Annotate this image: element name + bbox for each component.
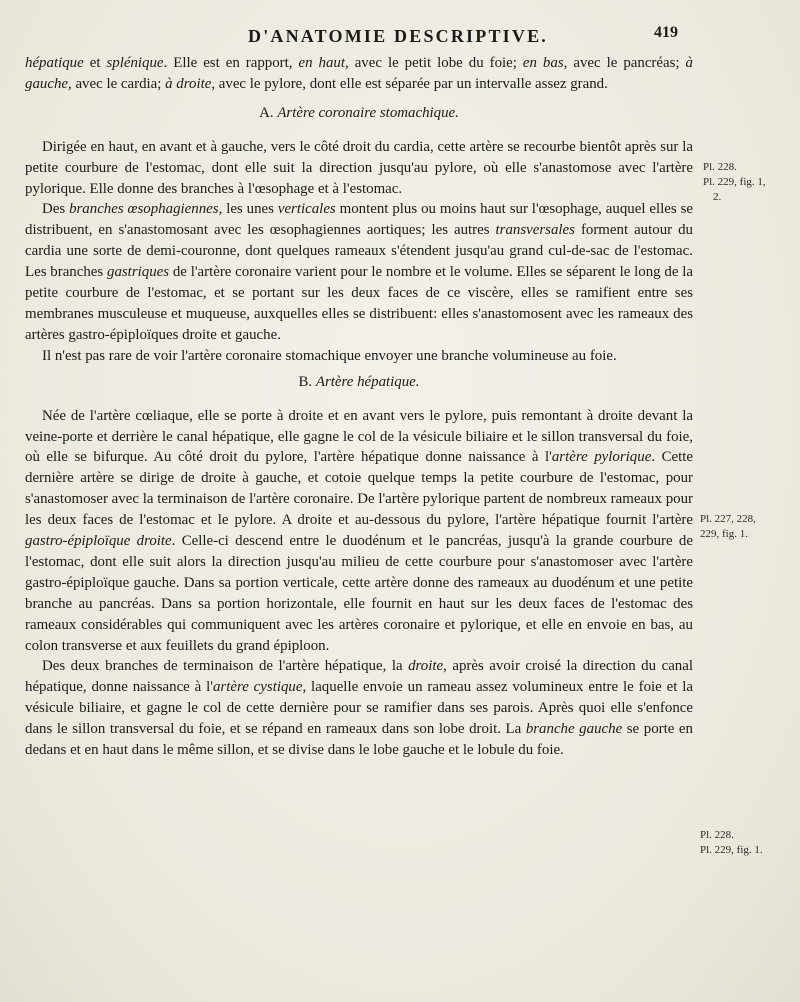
section-b-letter: B.: [298, 373, 313, 390]
italic-run: gastro-épiploïque droite: [25, 533, 172, 550]
italic-run: gastriques: [107, 264, 170, 281]
text-run: , les unes: [218, 201, 278, 218]
margin-note-line: 2.: [713, 191, 722, 203]
text-run: . Elle est en rapport,: [163, 55, 299, 71]
margin-note-3: [700, 828, 763, 858]
text-run: , avec le cardia;: [68, 75, 166, 92]
italic-run: en bas: [522, 55, 564, 71]
margin-note-line: Pl. 229, fig. 1.: [700, 844, 763, 856]
text-run: , laquelle envoie un rameau assez volumineux entre le foie et la vésicule biliaire, et gagne le col de cette dernière pour se ramifier dans ses parois. Après quoi elle s'enfonce dans le sillon transversal du foie, et se répand en rameaux dans son lobe droit. La: [25, 679, 693, 738]
section-b-heading: [25, 372, 693, 393]
text-run: , avec le pancréas;: [563, 55, 686, 71]
italic-run: artère cystique: [212, 679, 303, 696]
margin-note-2: [700, 512, 756, 542]
section-a-title: Artère coronaire stomachique.: [277, 104, 459, 121]
text-run: Il n'est pas rare de voir l'artère coronaire stomachique envoyer une branche volumineuse au foie.: [42, 347, 617, 364]
section-a-paragraph-3: [25, 346, 693, 367]
section-a-paragraph-1: [25, 137, 693, 200]
margin-note-line: Pl. 227, 228,: [700, 513, 756, 525]
section-a-heading: [25, 103, 693, 124]
text-run: . Celle-ci descend entre le duodénum et le pancréas, jusqu'à la grande courbure de l'estomac, dont elle suit alors la direction jusqu'au milieu de cette courbure pour s'anastomoser avec l'artère gastro-épiploïque gauche. Dans sa portion verticale, cette artère donne des rameaux au duodénum et une petite branche au pancréas. Dans sa portion horizontale, elle fournit en haut sur les deux faces de l'estomac des rameaux considérables qui communiquent avec les artères coronaire et pylorique, et elle en envoie en bas, au colon transverse et aux feuillets du grand épiploon.: [25, 533, 693, 654]
text-run: Des: [42, 201, 70, 218]
italic-run: hépatique: [25, 55, 84, 71]
text-run: , avec le pylore, dont elle est séparée par un intervalle assez grand.: [211, 75, 608, 92]
section-b-title: Artère hépatique.: [315, 373, 420, 390]
italic-run: branche gauche: [525, 721, 623, 738]
intro-paragraph: [25, 53, 693, 95]
page-number: 419: [654, 24, 678, 41]
text-run: montent plus ou moins haut sur l'œsophage, auquel elles se distribuent, en s'anastomosant avec les œsophagiennes aortiques; les autres: [25, 201, 693, 239]
italic-run: à gauche: [25, 55, 693, 92]
italic-run: droite: [408, 658, 444, 675]
italic-run: artère pylorique: [551, 449, 652, 466]
section-a-letter: A.: [259, 104, 274, 121]
running-title: D'ANATOMIE DESCRIPTIVE.: [248, 26, 548, 46]
text-run: de l'artère coronaire varient pour le nombre et le volume. Elles se séparent le long de la petite courbure de l'estomac, et se portant sur les deux faces de ce viscère, elles se ramifient entre ses membranes musculeuse et muqueuse, auxquelles elles se distribuent: elles s'anastomosent avec les rameaux des artères gastro-épiploïques droite et gauche.: [25, 264, 693, 343]
text-run: et: [83, 55, 107, 71]
section-b-paragraph-2: [25, 656, 693, 761]
text-run: Née de l'artère cœliaque, elle se porte à droite et en avant vers le pylore, puis remontant à droite devant la veine-porte et derrière le canal hépatique, elle gagne le col de la vésicule biliaire et le sillon transversal du foie, où elle se bifurque. Au côté droit du pylore, l'artère hépatique donne naissance à l': [25, 407, 693, 466]
text-run: , avec le petit lobe du foie;: [344, 55, 523, 71]
text-run: . Cette dernière artère se dirige de droite à gauche, et cotoie quelque temps la petite courbure de l'estomac, pour s'anastomoser avec la terminaison de l'artère coronaire. De l'artère pylorique partent de nombreux rameaux pour les deux faces de l'estomac et le pylore. A droite et au-dessous du pylore, l'artère hépatique fournit l'artère: [25, 449, 693, 529]
text-run: , après avoir croisé la direction du canal hépatique, donne naissance à l': [25, 658, 693, 696]
margin-note-1: [703, 160, 766, 205]
margin-note-line: Pl. 229, fig. 1,: [703, 176, 766, 188]
main-text-column: [25, 53, 693, 761]
margin-note-line: Pl. 228.: [703, 161, 737, 173]
text-run: se porte en dedans et en haut dans le même sillon, et se divise dans le lobe gauche et le lobule du foie.: [25, 721, 693, 759]
italic-run: verticales: [277, 201, 336, 218]
italic-run: en haut: [298, 55, 345, 71]
italic-run: splénique: [106, 55, 164, 71]
margin-note-line: Pl. 228.: [700, 829, 734, 841]
section-a-paragraph-2: [25, 199, 693, 345]
text-run: Dirigée en haut, en avant et à gauche, vers le côté droit du cardia, cette artère se recourbe bientôt après sur la petite courbure de l'estomac, dont elle suit la direction jusqu'au pylore, où elle s'anastomose avec l'artère pylorique. Elle donne des branches à l'œsophage et à l'estomac.: [25, 138, 693, 197]
italic-run: à droite: [165, 75, 212, 92]
text-run: Des deux branches de terminaison de l'artère hépatique, la: [42, 658, 409, 675]
margin-note-line: 229, fig. 1.: [700, 528, 748, 540]
text-run: forment autour du cardia une sorte de demi-couronne, dont quelques rameaux s'étendent jusqu'au grand cul-de-sac de l'estomac. Les branches: [25, 222, 693, 281]
section-b-paragraph-1: [25, 406, 693, 657]
italic-run: transversales: [495, 222, 575, 239]
italic-run: branches œsophagiennes: [69, 201, 219, 218]
